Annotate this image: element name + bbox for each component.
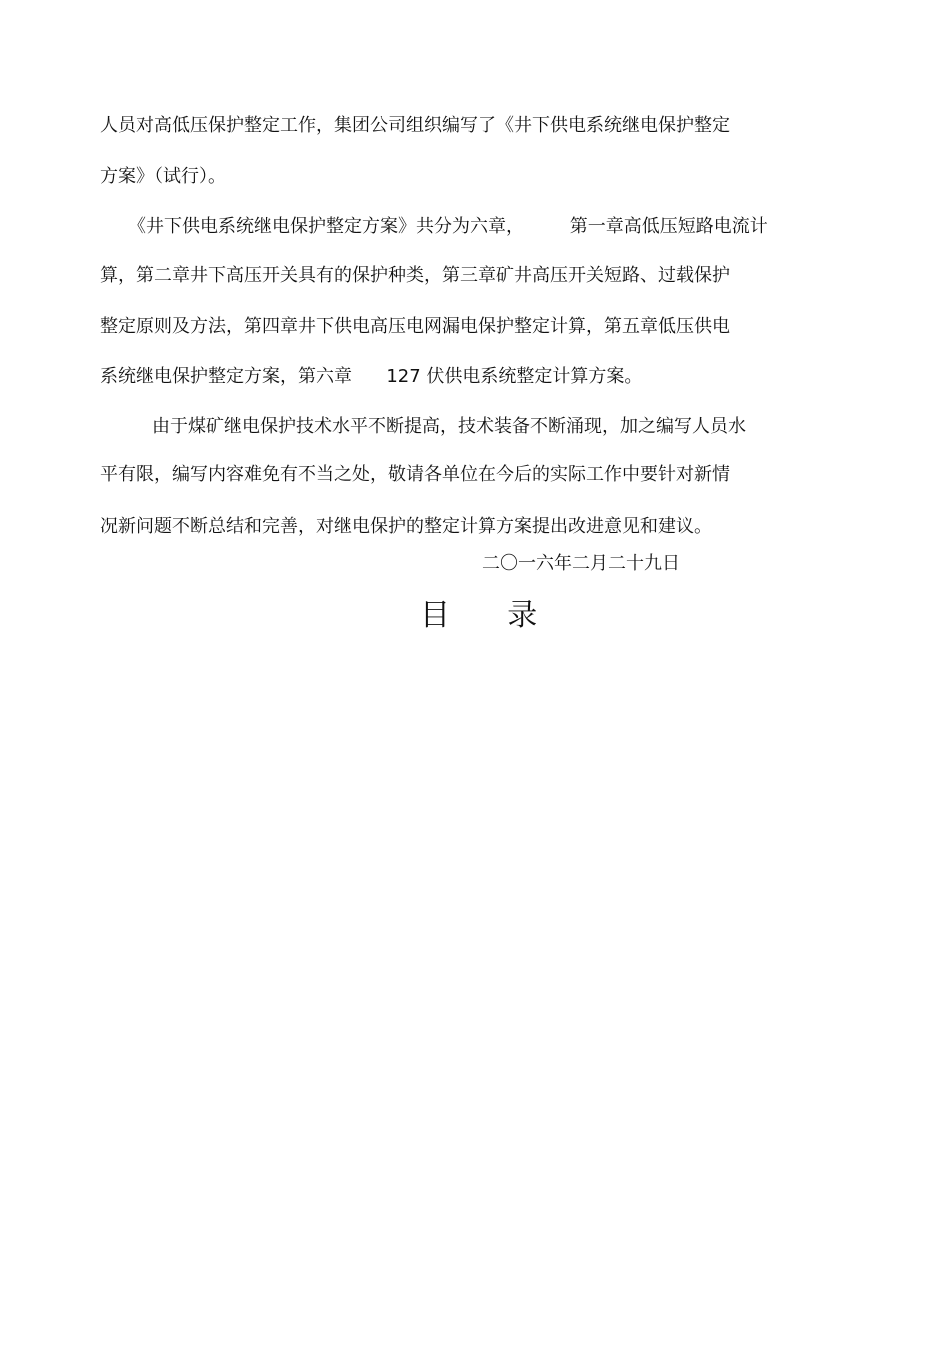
body-text-line: 《井下供电系统继电保护整定方案》共分为六章， 第一章高低压短路电流计 (128, 216, 768, 237)
toc-heading: 目 录 (420, 598, 538, 633)
document-date: 二〇一六年二月二十九日 (482, 553, 680, 574)
body-text-line: 平有限，编写内容难免有不当之处，敬请各单位在今后的实际工作中要针对新情 (100, 464, 730, 485)
body-text-line: 方案》（试行）。 (100, 166, 226, 187)
body-text-line: 整定原则及方法，第四章井下供电高压电网漏电保护整定计算，第五章低压供电 (100, 316, 730, 337)
body-text-line: 算，第二章井下高压开关具有的保护种类，第三章矿井高压开关短路、过载保护 (100, 265, 730, 286)
body-text-line: 况新问题不断总结和完善，对继电保护的整定计算方案提出改进意见和建议。 (100, 516, 712, 537)
body-text-line: 系统继电保护整定方案，第六章 127 伏供电系统整定计算方案。 (100, 366, 643, 387)
body-text-line: 人员对高低压保护整定工作，集团公司组织编写了《井下供电系统继电保护整定 (100, 115, 730, 136)
body-text-line: 由于煤矿继电保护技术水平不断提高，技术装备不断涌现，加之编写人员水 (152, 416, 746, 437)
